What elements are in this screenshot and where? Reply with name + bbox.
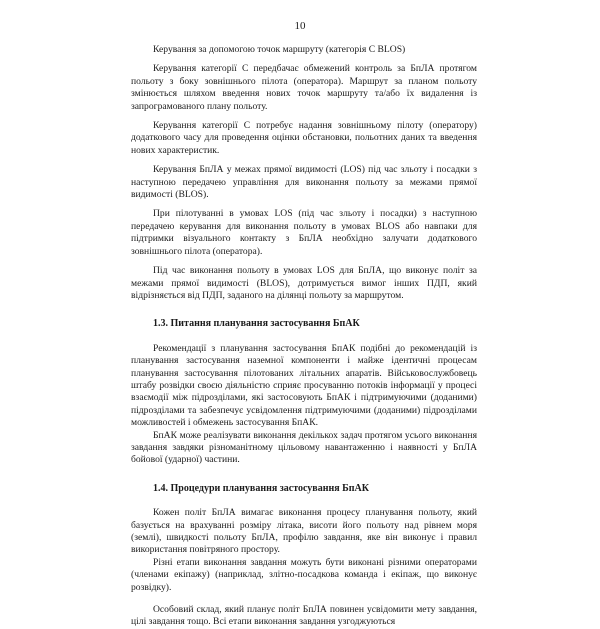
paragraph: Рекомендації з планування застосування БпАК подібні до рекомендацій із планування застосування наземної компоненти і майже ідентичні процесам планування застосування пілотованих літальних апаратів. Військовослужбовець штабу розвідки своєю діяльністю сприяє просуванню потоків інформації у процесі взаємодії між підрозділами, які застосовують БпАК і підтримуючими (доданими) підрозділами та забезпечує усвідомлення підтримуючими (доданими) підрозділами можливостей і обмежень застосування БпАК.	[131, 342, 477, 429]
section-heading-1-3: 1.3. Питання планування застосування БпАК	[153, 318, 360, 330]
paragraph: Особовий склад, який планує політ БпЛА повинен усвідомити мету завдання, цілі завдання тощо. Всі етапи виконання завдання узгоджуються	[131, 604, 477, 628]
paragraph: Під час виконання польоту в умовах LOS для БпЛА, що виконує політ за межами прямої видимості (BLOS), дотримується вимог інших ПДП, який відрізняється від ПДП, заданого на ділянці польоту за маршрутом.	[131, 265, 477, 301]
paragraph: При пілотуванні в умовах LOS (під час зльоту і посадки) з наступною передачею керування для виконання польоту в умовах BLOS або навпаки для підтримки візуального контакту з БпЛА необхідно залучати додаткового зовнішнього пілота (оператора).	[131, 208, 477, 257]
paragraph: Кожен політ БпЛА вимагає виконання процесу планування польоту, який базується на врахуванні розміру літака, висоти його польоту над рівнем моря (землі), швидкості польоту БпЛА, профілю завдання, яке він виконує і правил використання повітряного простору.	[131, 507, 477, 556]
paragraph: Керування за допомогою точок маршруту (категорія C BLOS)	[153, 44, 406, 55]
paragraph: Керування категорії C передбачає обмежений контроль за БпЛА протягом польоту з боку зовнішнього пілота (оператора). Маршрут за планом польоту змінюється шляхом введення нових точок маршруту та/або їх видалення із запрограмованого плану польоту.	[131, 63, 477, 112]
page-number: 10	[294, 20, 306, 32]
page-content	[131, 44, 477, 629]
section-heading-1-4: 1.4. Процедури планування застосування БпАК	[153, 482, 369, 494]
paragraph: Керування категорії C потребує надання зовнішньому пілоту (оператору) додаткового часу для проведення оцінки обстановки, польотних даних та введення нових характеристик.	[131, 120, 477, 156]
paragraph: Різні етапи виконання завдання можуть бути виконані різними операторами (членами екіпажу) (наприклад, злітно-посадкова команда і екіпаж, що виконує розвідку).	[131, 556, 477, 593]
paragraph: Керування БпЛА у межах прямої видимості (LOS) під час зльоту і посадки з наступною передачею управління для виконання польоту за межами прямої видимості (BLOS).	[131, 164, 477, 201]
paragraph: БпАК може реалізувати виконання декількох задач протягом усього виконання завдання завдяки різноманітному цільовому навантаженню і наявності у БпЛА бойової (ударної) частини.	[131, 429, 477, 466]
